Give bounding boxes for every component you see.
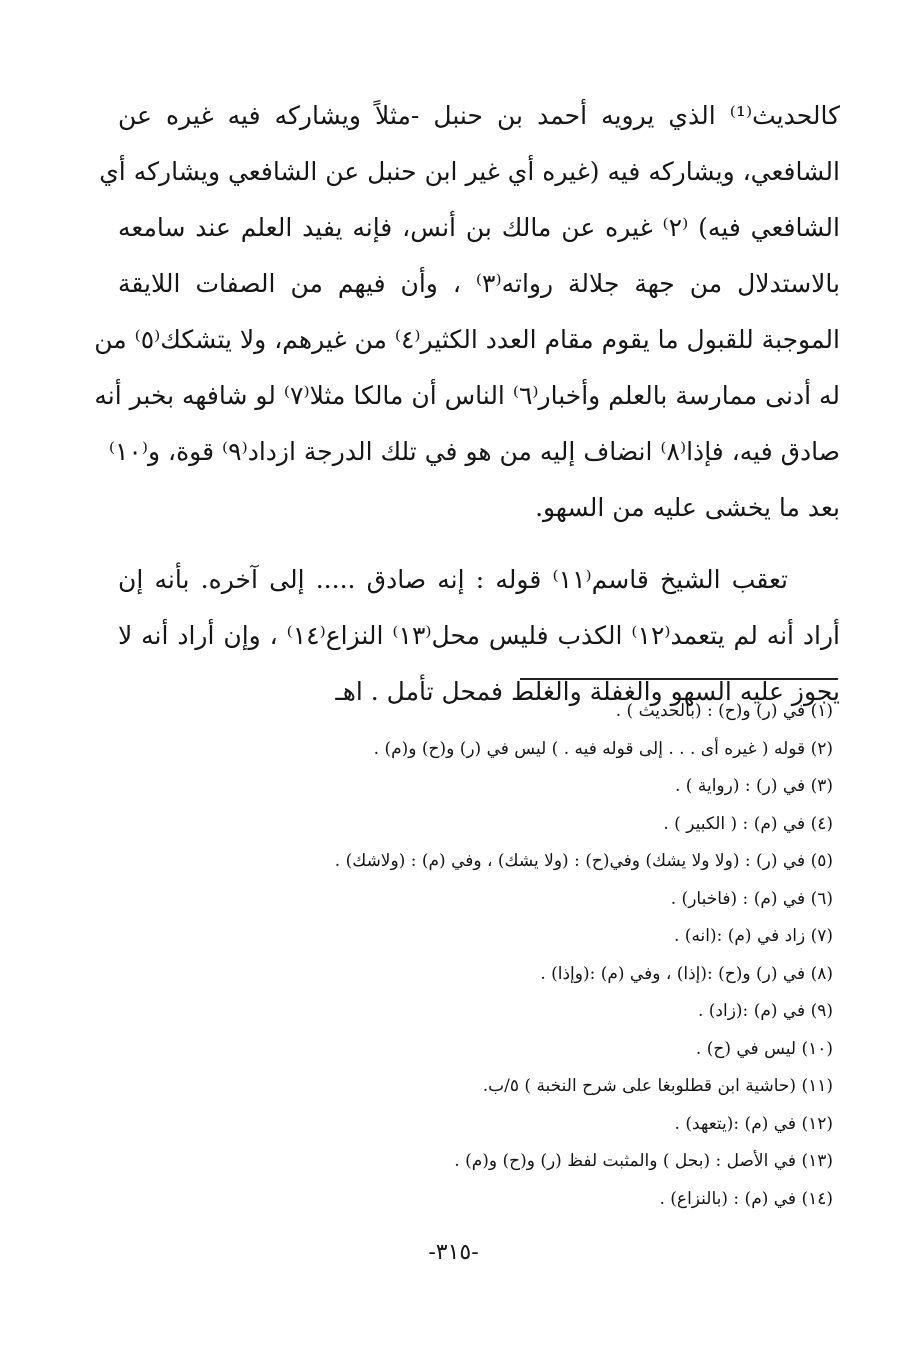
text-line: له أدنى ممارسة بالعلم وأخبار⁽٦⁾ الناس أن مالكا مثلا⁽٧⁾ لو شافهه بخبر أنه — [94, 381, 840, 410]
text-line: تعقب الشيخ قاسم⁽١١⁾ قوله : إنه صادق ..... إلى آخره. بأنه إن — [118, 565, 788, 594]
text-line: صادق فيه، فإذا⁽٨⁾ انضاف إليه من هو في تلك الدرجة ازداد⁽٩⁾ قوة، و⁽١٠⁾ — [108, 437, 840, 466]
footnote: (٥) في (ر) : (ولا ولا يشك) وفي(ح) : (ولا يشك) ، وفي (م) : (ولاشك) . — [334, 851, 833, 871]
footnote: (١١) (حاشية ابن قطلوبغا على شرح النخبة ) ٥/ب. — [482, 1076, 833, 1096]
text-line: كالحديث⁽¹⁾ الذي يرويه أحمد بن حنبل -مثلاً ويشاركه فيه غيره عن — [118, 101, 840, 130]
text-line: يجوز عليه السهو والغفلة والغلط فمحل تأمل . اهـ — [335, 677, 840, 706]
footnote: (٧) زاد في (م) :(انه) . — [674, 926, 833, 946]
footnote: (٤) في (م) : ( الكبير ) . — [663, 813, 833, 834]
page-number: -٣١٥- — [428, 1240, 479, 1265]
footnote: (٩) في (م) :(زاد) . — [697, 1001, 833, 1021]
text-line: أراد أنه لم يتعمد⁽١٢⁾ الكذب فليس محل⁽١٣⁾ النزاع⁽١٤⁾ ، وإن أراد أنه لا — [118, 621, 841, 650]
text-line: الشافعي، ويشاركه فيه (غيره أي غير ابن حنبل عن الشافعي ويشاركه أي — [99, 157, 840, 186]
main-text — [94, 88, 841, 720]
footnote: (٨) في (ر) و(ح) :(إذا) ، وفي (م) :(وإذا) . — [540, 963, 833, 984]
footnote: (١٣) في الأصل : (بحل ) والمثبت لفظ (ر) و(ح) و(م) . — [454, 1151, 833, 1171]
text-line: الموجبة للقبول ما يقوم مقام العدد الكثير⁽٤⁾ من غيرهم، ولا يتشكك⁽٥⁾ من — [94, 325, 840, 354]
footnote: (٦) في (م) : (فاخبار) . — [670, 888, 833, 909]
paragraph-gap — [118, 536, 840, 552]
footnote: (١) في (ر) و(ح) : (بالحديث ) . — [615, 701, 833, 721]
footnote: (٣) في (ر) : (رواية ) . — [675, 776, 833, 796]
footnote: (١٢) في (م) :(يتعهد) . — [674, 1113, 833, 1134]
footnotes — [193, 693, 833, 1218]
text-line: الشافعي فيه) ⁽٢⁾ غيره عن مالك بن أنس، فإنه يفيد العلم عند سامعه — [118, 213, 840, 242]
text-line: بالاستدلال من جهة جلالة رواته⁽٣⁾ ، وأن فيهم من الصفات اللايقة — [118, 269, 840, 298]
footnote: (١٤) في (م) : (بالنزاع) . — [659, 1188, 833, 1209]
footnote-separator — [520, 678, 838, 680]
footnote: (٢) قوله ( غيره أى . . . إلى قوله فيه . ) ليس في (ر) و(ح) و(م) . — [373, 738, 833, 759]
footnote: (١٠) ليس في (ح) . — [695, 1038, 833, 1059]
text-line: بعد ما يخشى عليه من السهو. — [535, 493, 840, 522]
